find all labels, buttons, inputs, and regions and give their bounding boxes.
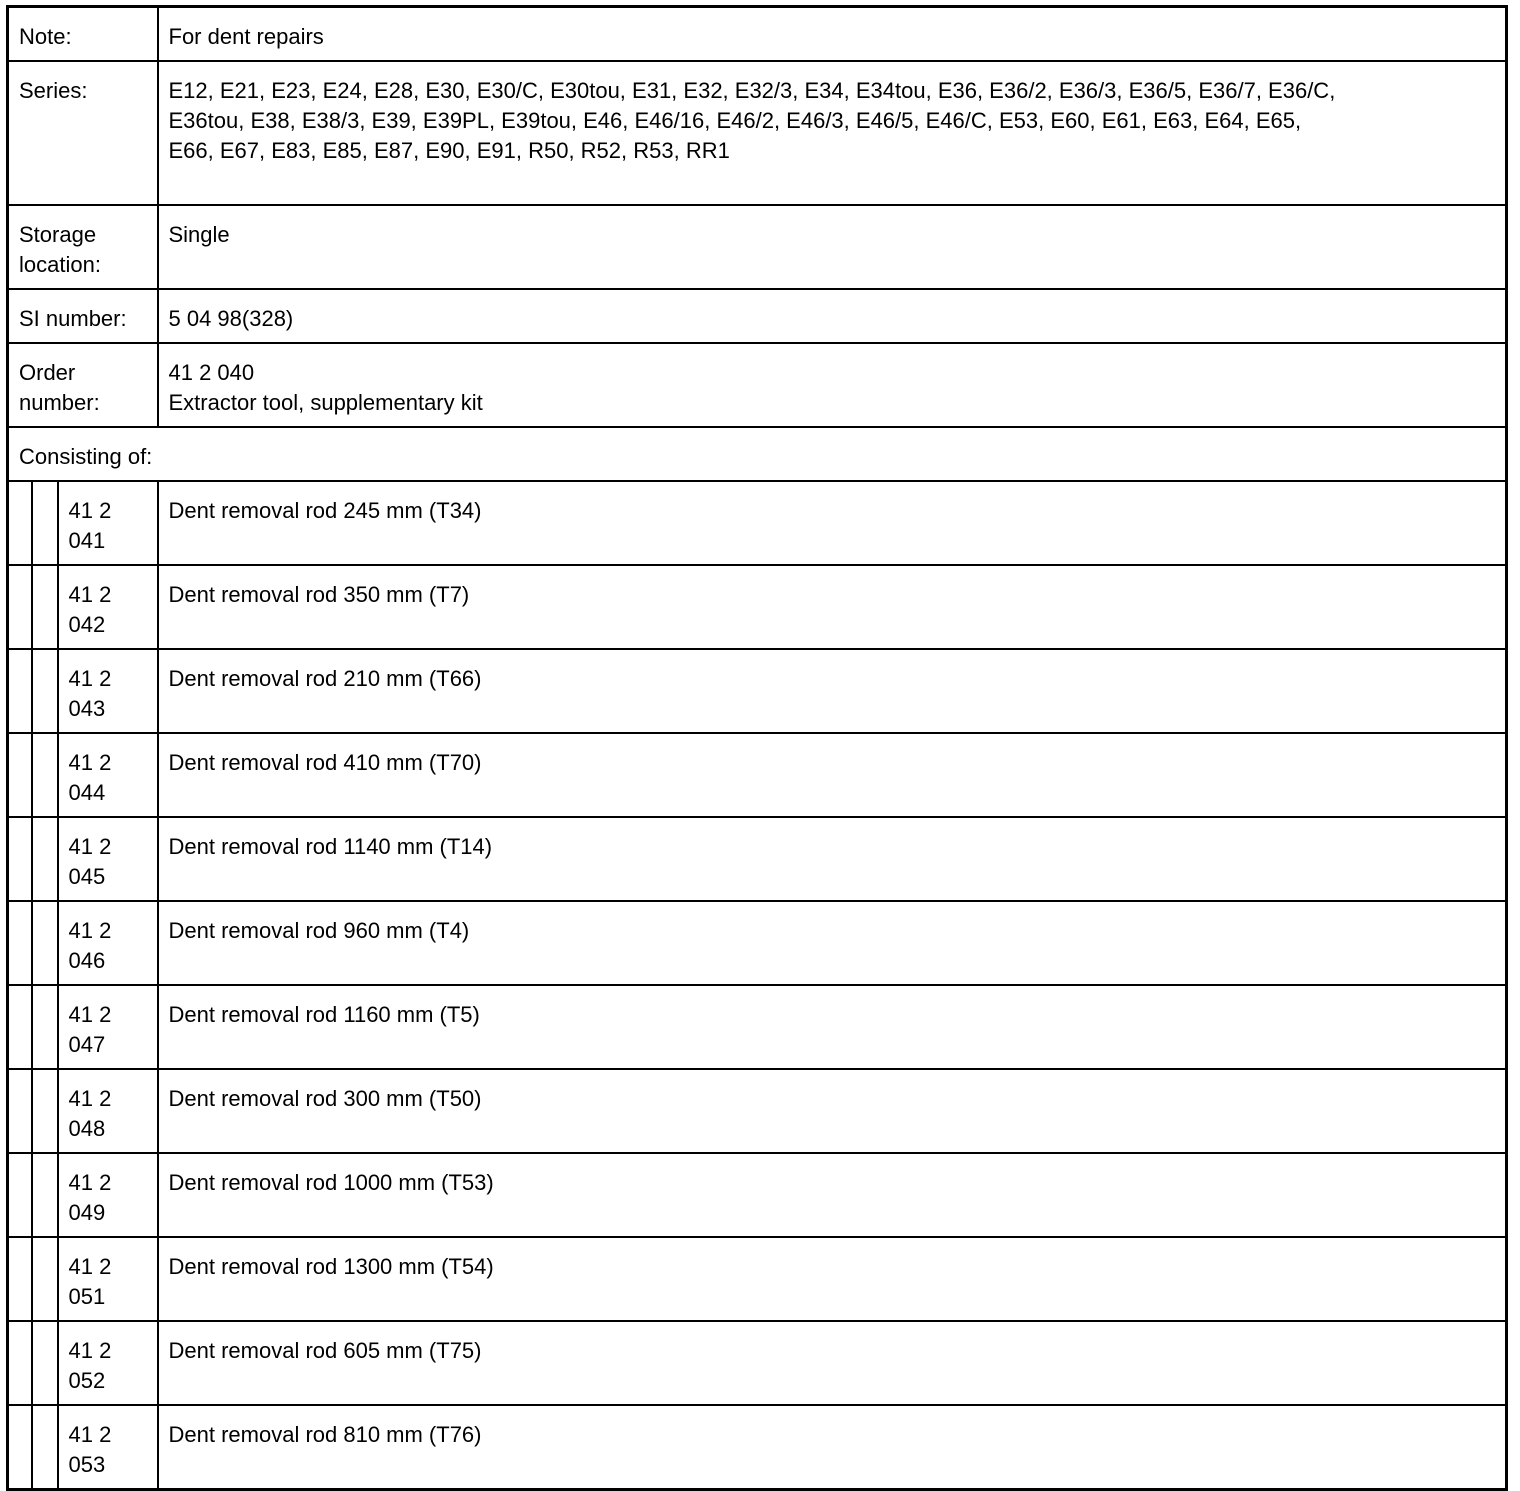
series-line: E36tou, E38, E38/3, E39, E39PL, E39tou, E46, E46/16, E46/2, E46/3, E46/5, E46/C, E53, E60, E61, E63, E64, E65, <box>168 108 1302 133</box>
indent-spacer <box>32 1405 58 1490</box>
component-row <box>8 649 1507 733</box>
component-description: Dent removal rod 1160 mm (T5) <box>158 985 1507 1069</box>
special-tool-table <box>6 5 1508 1491</box>
series-label: Series: <box>8 61 158 205</box>
storage-location-value: Single <box>158 205 1507 289</box>
component-number-line: 042 <box>68 612 106 637</box>
component-number-line: 053 <box>68 1452 106 1477</box>
indent-spacer <box>8 481 32 565</box>
component-description: Dent removal rod 300 mm (T50) <box>158 1069 1507 1153</box>
storage-location-label <box>8 205 158 289</box>
indent-spacer <box>32 901 58 985</box>
component-number-line: 41 2 <box>68 666 112 691</box>
indent-spacer <box>8 1237 32 1321</box>
component-number-line: 41 2 <box>68 750 112 775</box>
note-value: For dent repairs <box>158 7 1507 62</box>
order-number-row <box>8 343 1507 427</box>
component-number <box>58 1321 158 1405</box>
component-number-line: 41 2 <box>68 1086 112 1111</box>
si-number-value: 5 04 98(328) <box>158 289 1507 343</box>
component-description: Dent removal rod 245 mm (T34) <box>158 481 1507 565</box>
component-description: Dent removal rod 605 mm (T75) <box>158 1321 1507 1405</box>
component-number-line: 41 2 <box>68 1422 112 1447</box>
indent-spacer <box>8 649 32 733</box>
component-number-line: 046 <box>68 948 106 973</box>
component-number <box>58 985 158 1069</box>
note-row <box>8 7 1507 62</box>
component-number-line: 041 <box>68 528 106 553</box>
component-description: Dent removal rod 960 mm (T4) <box>158 901 1507 985</box>
component-number <box>58 1405 158 1490</box>
order-description: Extractor tool, supplementary kit <box>168 390 483 415</box>
component-description: Dent removal rod 1000 mm (T53) <box>158 1153 1507 1237</box>
component-number <box>58 649 158 733</box>
indent-spacer <box>32 1321 58 1405</box>
order-number-value <box>158 343 1507 427</box>
indent-spacer <box>8 901 32 985</box>
component-number-line: 047 <box>68 1032 106 1057</box>
component-row <box>8 1237 1507 1321</box>
component-number-line: 052 <box>68 1368 106 1393</box>
indent-spacer <box>32 985 58 1069</box>
order-number: 41 2 040 <box>168 360 255 385</box>
indent-spacer <box>8 1069 32 1153</box>
component-row <box>8 985 1507 1069</box>
component-row <box>8 733 1507 817</box>
component-number <box>58 1237 158 1321</box>
component-description: Dent removal rod 210 mm (T66) <box>158 649 1507 733</box>
component-number <box>58 901 158 985</box>
component-number <box>58 817 158 901</box>
component-row <box>8 565 1507 649</box>
component-row <box>8 1321 1507 1405</box>
storage-label-line: Storage <box>19 222 97 247</box>
order-label-line: number: <box>19 390 100 415</box>
indent-spacer <box>32 1237 58 1321</box>
indent-spacer <box>8 733 32 817</box>
component-description: Dent removal rod 410 mm (T70) <box>158 733 1507 817</box>
component-number <box>58 481 158 565</box>
component-number-line: 41 2 <box>68 834 112 859</box>
component-number-line: 049 <box>68 1200 106 1225</box>
indent-spacer <box>32 565 58 649</box>
component-number-line: 044 <box>68 780 106 805</box>
consisting-of-row <box>8 427 1507 481</box>
series-value <box>158 61 1507 205</box>
indent-spacer <box>8 1153 32 1237</box>
storage-label-line: location: <box>19 252 101 277</box>
component-row <box>8 481 1507 565</box>
indent-spacer <box>32 1153 58 1237</box>
component-number-line: 41 2 <box>68 582 112 607</box>
consisting-of-label: Consisting of: <box>8 427 1507 481</box>
note-label: Note: <box>8 7 158 62</box>
series-line: E66, E67, E83, E85, E87, E90, E91, R50, R52, R53, RR1 <box>168 138 730 163</box>
component-number-line: 051 <box>68 1284 106 1309</box>
component-number-line: 048 <box>68 1116 106 1141</box>
component-description: Dent removal rod 1140 mm (T14) <box>158 817 1507 901</box>
indent-spacer <box>8 1405 32 1490</box>
component-number-line: 41 2 <box>68 1170 112 1195</box>
component-number <box>58 1069 158 1153</box>
component-number-line: 41 2 <box>68 498 112 523</box>
series-row <box>8 61 1507 205</box>
component-number-line: 41 2 <box>68 1338 112 1363</box>
storage-location-row <box>8 205 1507 289</box>
component-number-line: 41 2 <box>68 1254 112 1279</box>
component-number-line: 41 2 <box>68 1002 112 1027</box>
order-label-line: Order <box>19 360 76 385</box>
component-row <box>8 901 1507 985</box>
component-row <box>8 817 1507 901</box>
component-number <box>58 565 158 649</box>
component-description: Dent removal rod 350 mm (T7) <box>158 565 1507 649</box>
component-number <box>58 733 158 817</box>
si-number-label: SI number: <box>8 289 158 343</box>
indent-spacer <box>32 817 58 901</box>
indent-spacer <box>8 985 32 1069</box>
series-line: E12, E21, E23, E24, E28, E30, E30/C, E30tou, E31, E32, E32/3, E34, E34tou, E36, E36/2, E36/3, E36/5, E36/7, E36/C, <box>168 78 1336 103</box>
si-number-row <box>8 289 1507 343</box>
component-number <box>58 1153 158 1237</box>
component-row <box>8 1069 1507 1153</box>
component-number-line: 043 <box>68 696 106 721</box>
indent-spacer <box>32 649 58 733</box>
component-description: Dent removal rod 1300 mm (T54) <box>158 1237 1507 1321</box>
component-number-line: 41 2 <box>68 918 112 943</box>
component-number-line: 045 <box>68 864 106 889</box>
component-row <box>8 1153 1507 1237</box>
order-number-label <box>8 343 158 427</box>
component-description: Dent removal rod 810 mm (T76) <box>158 1405 1507 1490</box>
component-row <box>8 1405 1507 1490</box>
indent-spacer <box>8 817 32 901</box>
indent-spacer <box>32 1069 58 1153</box>
indent-spacer <box>32 481 58 565</box>
indent-spacer <box>8 565 32 649</box>
indent-spacer <box>32 733 58 817</box>
indent-spacer <box>8 1321 32 1405</box>
